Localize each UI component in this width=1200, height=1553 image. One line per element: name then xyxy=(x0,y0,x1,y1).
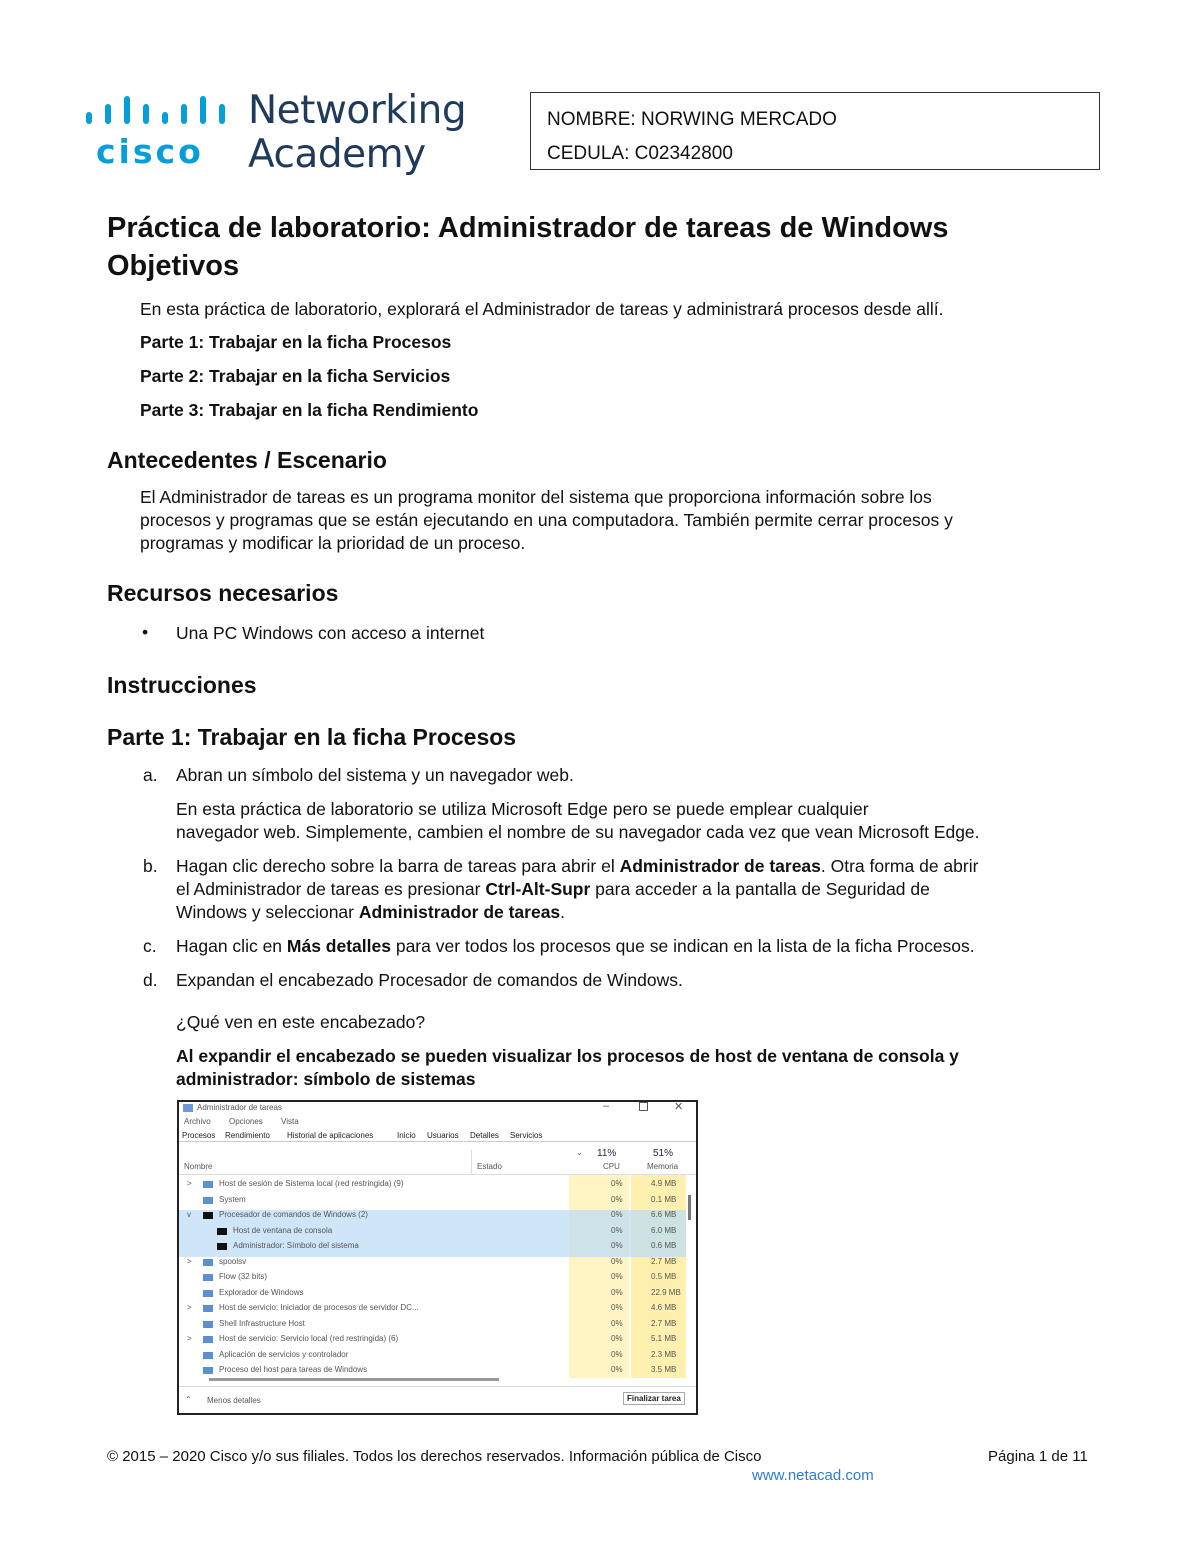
process-row[interactable] xyxy=(179,1288,696,1303)
expand-chevron-icon[interactable]: > xyxy=(187,1179,192,1188)
close-icon[interactable]: ✕ xyxy=(674,1101,684,1113)
menu-vista[interactable]: Vista xyxy=(281,1117,299,1126)
process-row[interactable] xyxy=(179,1334,696,1349)
bullet-icon: • xyxy=(142,622,149,642)
process-memory: 6.6 MB xyxy=(651,1210,677,1219)
minimize-icon[interactable]: – xyxy=(603,1100,610,1112)
tab-detalles[interactable]: Detalles xyxy=(470,1131,499,1140)
col-mem[interactable]: Memoria xyxy=(647,1162,679,1171)
step-b-line-2: el Administrador de tareas es presionar Ctrl-Alt-Supr para acceder a la pantalla de Seguridad de xyxy=(176,879,930,899)
process-cpu: 0% xyxy=(611,1272,623,1281)
task-manager-app-icon xyxy=(183,1104,193,1112)
step-a-note-2: navegador web. Simplemente, cambien el nombre de su navegador cada vez que vean Microsoft Edge. xyxy=(176,822,980,842)
process-row[interactable] xyxy=(179,1226,696,1241)
process-name: Aplicación de servicios y controlador xyxy=(219,1349,349,1359)
process-memory: 0.1 MB xyxy=(651,1194,677,1204)
process-cpu: 0% xyxy=(611,1179,623,1188)
step-b-line-1: Hagan clic derecho sobre la barra de tareas para abrir el Administrador de tareas. Otra forma de abrir xyxy=(176,856,979,876)
step-b-line-3: Windows y seleccionar Administrador de tareas. xyxy=(176,902,566,922)
logo-academy: Academy xyxy=(248,132,426,177)
process-icon xyxy=(203,1321,213,1328)
process-icon xyxy=(203,1336,213,1343)
process-memory: 0.5 MB xyxy=(651,1272,677,1281)
process-row[interactable] xyxy=(179,1179,696,1194)
footer-netacad-link[interactable]: www.netacad.com xyxy=(752,1467,874,1484)
horizontal-scrollbar-thumb[interactable] xyxy=(209,1378,499,1381)
sort-chevron-icon[interactable]: ⌄ xyxy=(576,1148,583,1157)
process-name: spoolsv xyxy=(219,1256,247,1266)
background-line-1: El Administrador de tareas es un programa monitor del sistema que proporciona información sobre los xyxy=(140,487,932,507)
objective-part-1: Parte 1: Trabajar en la ficha Procesos xyxy=(140,332,452,352)
process-memory: 2.3 MB xyxy=(651,1349,677,1359)
process-cpu: 0% xyxy=(611,1194,623,1204)
footer-copyright: © 2015 – 2020 Cisco y/o sus filiales. Todos los derechos reservados. Información pública de Cisco xyxy=(107,1448,762,1465)
process-icon xyxy=(203,1290,213,1297)
end-task-button[interactable]: Finalizar tarea xyxy=(623,1392,685,1405)
col-status[interactable]: Estado xyxy=(477,1162,502,1171)
footer-page-number: Página 1 de 11 xyxy=(988,1448,1088,1465)
col-cpu[interactable]: CPU xyxy=(603,1162,620,1171)
instructions-heading: Instrucciones xyxy=(107,672,257,698)
process-name: Host de servicio: Iniciador de procesos de servidor DC... xyxy=(219,1303,419,1312)
process-cpu: 0% xyxy=(611,1225,623,1235)
step-c-text: Hagan clic en Más detalles para ver todos los procesos que se indican en la lista de la ficha Procesos. xyxy=(176,936,975,956)
process-cpu: 0% xyxy=(611,1287,623,1297)
process-name: Flow (32 bits) xyxy=(219,1272,268,1281)
background-line-3: programas y modificar la prioridad de un proceso. xyxy=(140,533,526,553)
mem-total: 51% xyxy=(653,1148,674,1159)
resources-heading: Recursos necesarios xyxy=(107,580,339,606)
process-icon xyxy=(217,1243,227,1250)
page-title: Práctica de laboratorio: Administrador de tareas de Windows xyxy=(107,212,949,244)
process-memory: 2.7 MB xyxy=(651,1318,677,1328)
menu-archivo[interactable]: Archivo xyxy=(184,1117,211,1126)
tab-historial[interactable]: Historial de aplicaciones xyxy=(287,1131,374,1140)
less-details-chevron-icon[interactable]: ⌃ xyxy=(185,1395,192,1404)
process-cpu: 0% xyxy=(611,1303,623,1312)
student-info-box xyxy=(530,92,1100,170)
expand-chevron-icon[interactable]: > xyxy=(187,1303,192,1312)
less-details-link[interactable]: Menos detalles xyxy=(207,1396,261,1405)
process-memory: 0.6 MB xyxy=(651,1241,677,1250)
maximize-icon[interactable] xyxy=(639,1102,648,1111)
expand-chevron-icon[interactable]: > xyxy=(187,1334,192,1343)
background-line-2: procesos y programas que se están ejecutando en una computadora. También permite cerrar procesos y xyxy=(140,510,953,530)
process-row[interactable] xyxy=(179,1210,696,1225)
process-icon xyxy=(203,1212,213,1219)
part1-heading: Parte 1: Trabajar en la ficha Procesos xyxy=(107,724,517,750)
task-manager-screenshot xyxy=(177,1100,698,1415)
tab-usuarios[interactable]: Usuarios xyxy=(427,1131,459,1140)
step-a-label: a. xyxy=(143,765,158,785)
step-b-label: b. xyxy=(143,856,158,876)
expand-chevron-icon[interactable]: v xyxy=(187,1210,191,1219)
process-cpu: 0% xyxy=(611,1349,623,1359)
step-d-answer-1: Al expandir el encabezado se pueden visualizar los procesos de host de ventana de consola y xyxy=(176,1046,959,1066)
cisco-networking-academy-logo xyxy=(84,88,474,184)
process-icon xyxy=(203,1352,213,1359)
student-id: CEDULA: C02342800 xyxy=(547,143,733,164)
cisco-wordmark: cisco xyxy=(96,132,204,171)
process-cpu: 0% xyxy=(611,1256,623,1266)
process-memory: 3.5 MB xyxy=(651,1365,677,1374)
process-name: Proceso del host para tareas de Windows xyxy=(219,1365,368,1374)
process-name: Shell Infrastructure Host xyxy=(219,1318,305,1328)
step-d-text: Expandan el encabezado Procesador de comandos de Windows. xyxy=(176,970,683,990)
process-icon xyxy=(217,1228,227,1235)
process-icon xyxy=(203,1197,213,1204)
process-name: System xyxy=(219,1194,246,1204)
resource-item: Una PC Windows con acceso a internet xyxy=(176,623,485,643)
tab-procesos[interactable]: Procesos xyxy=(182,1131,216,1140)
window-title: Administrador de tareas xyxy=(197,1103,282,1112)
process-row[interactable] xyxy=(179,1350,696,1365)
process-name: Host de servicio: Servicio local (red restringida) (6) xyxy=(219,1334,399,1343)
process-cpu: 0% xyxy=(611,1365,623,1374)
objectives-intro: En esta práctica de laboratorio, explorará el Administrador de tareas y administrará procesos desde allí. xyxy=(140,299,944,319)
process-icon xyxy=(203,1367,213,1374)
student-name: NOMBRE: NORWING MERCADO xyxy=(547,109,837,130)
process-row[interactable] xyxy=(179,1195,696,1210)
process-memory: 4.6 MB xyxy=(651,1303,677,1312)
process-row[interactable] xyxy=(179,1241,696,1256)
process-icon xyxy=(203,1259,213,1266)
process-cpu: 0% xyxy=(611,1318,623,1328)
process-cpu: 0% xyxy=(611,1210,623,1219)
process-row[interactable] xyxy=(179,1272,696,1287)
step-d-answer-2: administrador: símbolo de sistemas xyxy=(176,1069,476,1089)
objectives-heading: Objetivos xyxy=(107,250,240,282)
process-name: Administrador: Símbolo del sistema xyxy=(233,1241,359,1250)
objective-part-3: Parte 3: Trabajar en la ficha Rendimiento xyxy=(140,400,479,420)
process-name: Procesador de comandos de Windows (2) xyxy=(219,1210,368,1219)
cisco-bars-icon xyxy=(84,94,234,130)
process-name: Host de ventana de consola xyxy=(233,1225,333,1235)
process-row[interactable] xyxy=(179,1319,696,1334)
process-row[interactable] xyxy=(179,1303,696,1318)
background-heading: Antecedentes / Escenario xyxy=(107,447,387,473)
tab-inicio[interactable]: Inicio xyxy=(397,1131,416,1140)
process-name: Host de sesión de Sistema local (red restringida) (9) xyxy=(219,1179,404,1188)
process-icon xyxy=(203,1181,213,1188)
step-a-text: Abran un símbolo del sistema y un navegador web. xyxy=(176,765,574,785)
process-row[interactable] xyxy=(179,1257,696,1272)
menu-opciones[interactable]: Opciones xyxy=(229,1117,263,1126)
process-icon xyxy=(203,1274,213,1281)
expand-chevron-icon[interactable]: > xyxy=(187,1256,192,1266)
step-a-note-1: En esta práctica de laboratorio se utiliza Microsoft Edge pero se puede emplear cualquier xyxy=(176,799,869,819)
process-memory: 4.9 MB xyxy=(651,1179,677,1188)
process-memory: 6.0 MB xyxy=(651,1225,677,1235)
step-d-label: d. xyxy=(143,970,158,990)
process-cpu: 0% xyxy=(611,1334,623,1343)
process-name: Explorador de Windows xyxy=(219,1287,304,1297)
process-memory: 22.9 MB xyxy=(651,1287,681,1297)
col-divider xyxy=(471,1150,472,1174)
process-memory: 2.7 MB xyxy=(651,1256,677,1266)
process-memory: 5.1 MB xyxy=(651,1334,677,1343)
col-name[interactable]: Nombre xyxy=(184,1162,213,1171)
step-d-question: ¿Qué ven en este encabezado? xyxy=(176,1012,426,1032)
objective-part-2: Parte 2: Trabajar en la ficha Servicios xyxy=(140,366,451,386)
tab-servicios[interactable]: Servicios xyxy=(510,1131,543,1140)
process-icon xyxy=(203,1305,213,1312)
logo-networking: Networking xyxy=(248,88,467,133)
cpu-total: 11% xyxy=(597,1148,617,1159)
vertical-scrollbar-thumb[interactable] xyxy=(688,1195,691,1220)
step-c-label: c. xyxy=(143,936,157,956)
tab-rendimiento[interactable]: Rendimiento xyxy=(225,1131,270,1140)
footer-divider xyxy=(179,1386,696,1387)
process-cpu: 0% xyxy=(611,1241,623,1250)
